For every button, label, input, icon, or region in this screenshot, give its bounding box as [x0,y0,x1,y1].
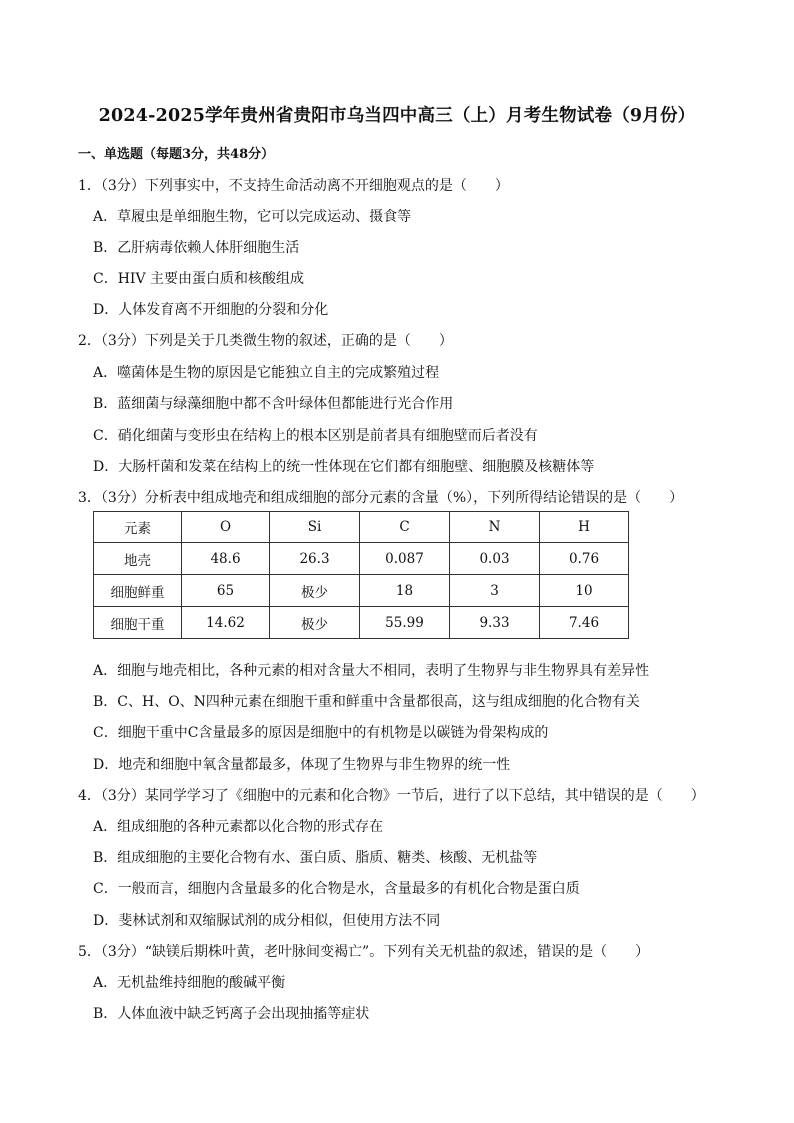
table-cell: 0.76 [540,543,629,575]
table-cell: 18 [360,575,450,607]
table-cell: 9.33 [450,607,540,639]
table-header-row [94,512,629,543]
question-5-option-a: A．无机盐维持细胞的酸碱平衡 [93,975,286,991]
question-2-stem: 2．（3分）下列是关于几类微生物的叙述，正确的是（ ） [78,333,453,349]
question-3-option-c: C．细胞干重中C含量最多的原因是细胞中的有机物是以碳链为骨架构成的 [93,725,549,741]
table-header-cell: C [360,512,450,543]
question-4-option-d: D．斐林试剂和双缩脲试剂的成分相似，但使用方法不同 [93,913,441,929]
table-cell: 细胞干重 [94,607,182,639]
question-1-option-a: A．草履虫是单细胞生物，它可以完成运动、摄食等 [93,209,412,225]
question-1-option-c: C．HIV 主要由蛋白质和核酸组成 [93,271,305,287]
question-1-option-b: B．乙肝病毒依赖人体肝细胞生活 [93,240,300,256]
table-cell: 48.6 [182,543,270,575]
table-cell: 55.99 [360,607,450,639]
question-1-option-d: D．人体发育离不开细胞的分裂和分化 [93,302,329,318]
question-2-option-c: C．硝化细菌与变形虫在结构上的根本区别是前者具有细胞壁而后者没有 [93,428,538,444]
table-header-cell: N [450,512,540,543]
table-cell: 极少 [270,607,360,639]
table-cell: 14.62 [182,607,270,639]
question-3-option-d: D．地壳和细胞中氧含量都最多，体现了生物界与非生物界的统一性 [93,757,511,773]
question-2-option-a: A．噬菌体是生物的原因是它能独立自主的完成繁殖过程 [93,365,440,381]
table-header-cell: H [540,512,629,543]
table-cell: 10 [540,575,629,607]
table-row [94,543,629,575]
table-header-cell: 元素 [94,512,182,543]
question-2-option-d: D．大肠杆菌和发菜在结构上的统一性体现在它们都有细胞壁、细胞膜及核糖体等 [93,459,595,475]
table-header-cell: O [182,512,270,543]
question-4-stem: 4．（3分）某同学学习了《细胞中的元素和化合物》一节后，进行了以下总结，其中错误的是（ ） [78,788,705,804]
element-content-table [93,511,629,639]
table-cell: 0.087 [360,543,450,575]
table-cell: 极少 [270,575,360,607]
question-2-option-b: B．蓝细菌与绿藻细胞中都不含叶绿体但都能进行光合作用 [93,396,454,412]
table-cell: 细胞鲜重 [94,575,182,607]
question-1-stem: 1．（3分）下列事实中，不支持生命活动离不开细胞观点的是（ ） [78,178,509,194]
table-cell: 3 [450,575,540,607]
question-3-stem: 3．（3分）分析表中组成地壳和组成细胞的部分元素的含量（%），下列所得结论错误的是（ ） [78,490,684,506]
question-4-option-b: B．组成细胞的主要化合物有水、蛋白质、脂质、糖类、核酸、无机盐等 [93,850,538,866]
question-5-option-b: B．人体血液中缺乏钙离子会出现抽搐等症状 [93,1006,370,1022]
section-heading: 一、单选题（每题3分，共48分） [78,147,275,162]
table-row [94,575,629,607]
question-4-option-a: A．组成细胞的各种元素都以化合物的形式存在 [93,819,384,835]
table-cell: 65 [182,575,270,607]
table-cell: 地壳 [94,543,182,575]
exam-title: 2024-2025学年贵州省贵阳市乌当四中高三（上）月考生物试卷（9月份） [98,106,696,126]
question-4-option-c: C．一般而言，细胞内含量最多的化合物是水，含量最多的有机化合物是蛋白质 [93,881,580,897]
table-cell: 0.03 [450,543,540,575]
table-cell: 26.3 [270,543,360,575]
table-cell: 7.46 [540,607,629,639]
question-3-option-b: B．C、H、O、N四种元素在细胞干重和鲜重中含量都很高，这与组成细胞的化合物有关 [93,694,640,710]
question-3-option-a: A．细胞与地壳相比，各种元素的相对含量大不相同，表明了生物界与非生物界具有差异性 [93,663,650,679]
table-row [94,607,629,639]
table-header-cell: Si [270,512,360,543]
question-5-stem: 5．（3分）“缺镁后期株叶黄，老叶脉间变褐亡”。下列有关无机盐的叙述，错误的是（ ） [78,944,650,960]
